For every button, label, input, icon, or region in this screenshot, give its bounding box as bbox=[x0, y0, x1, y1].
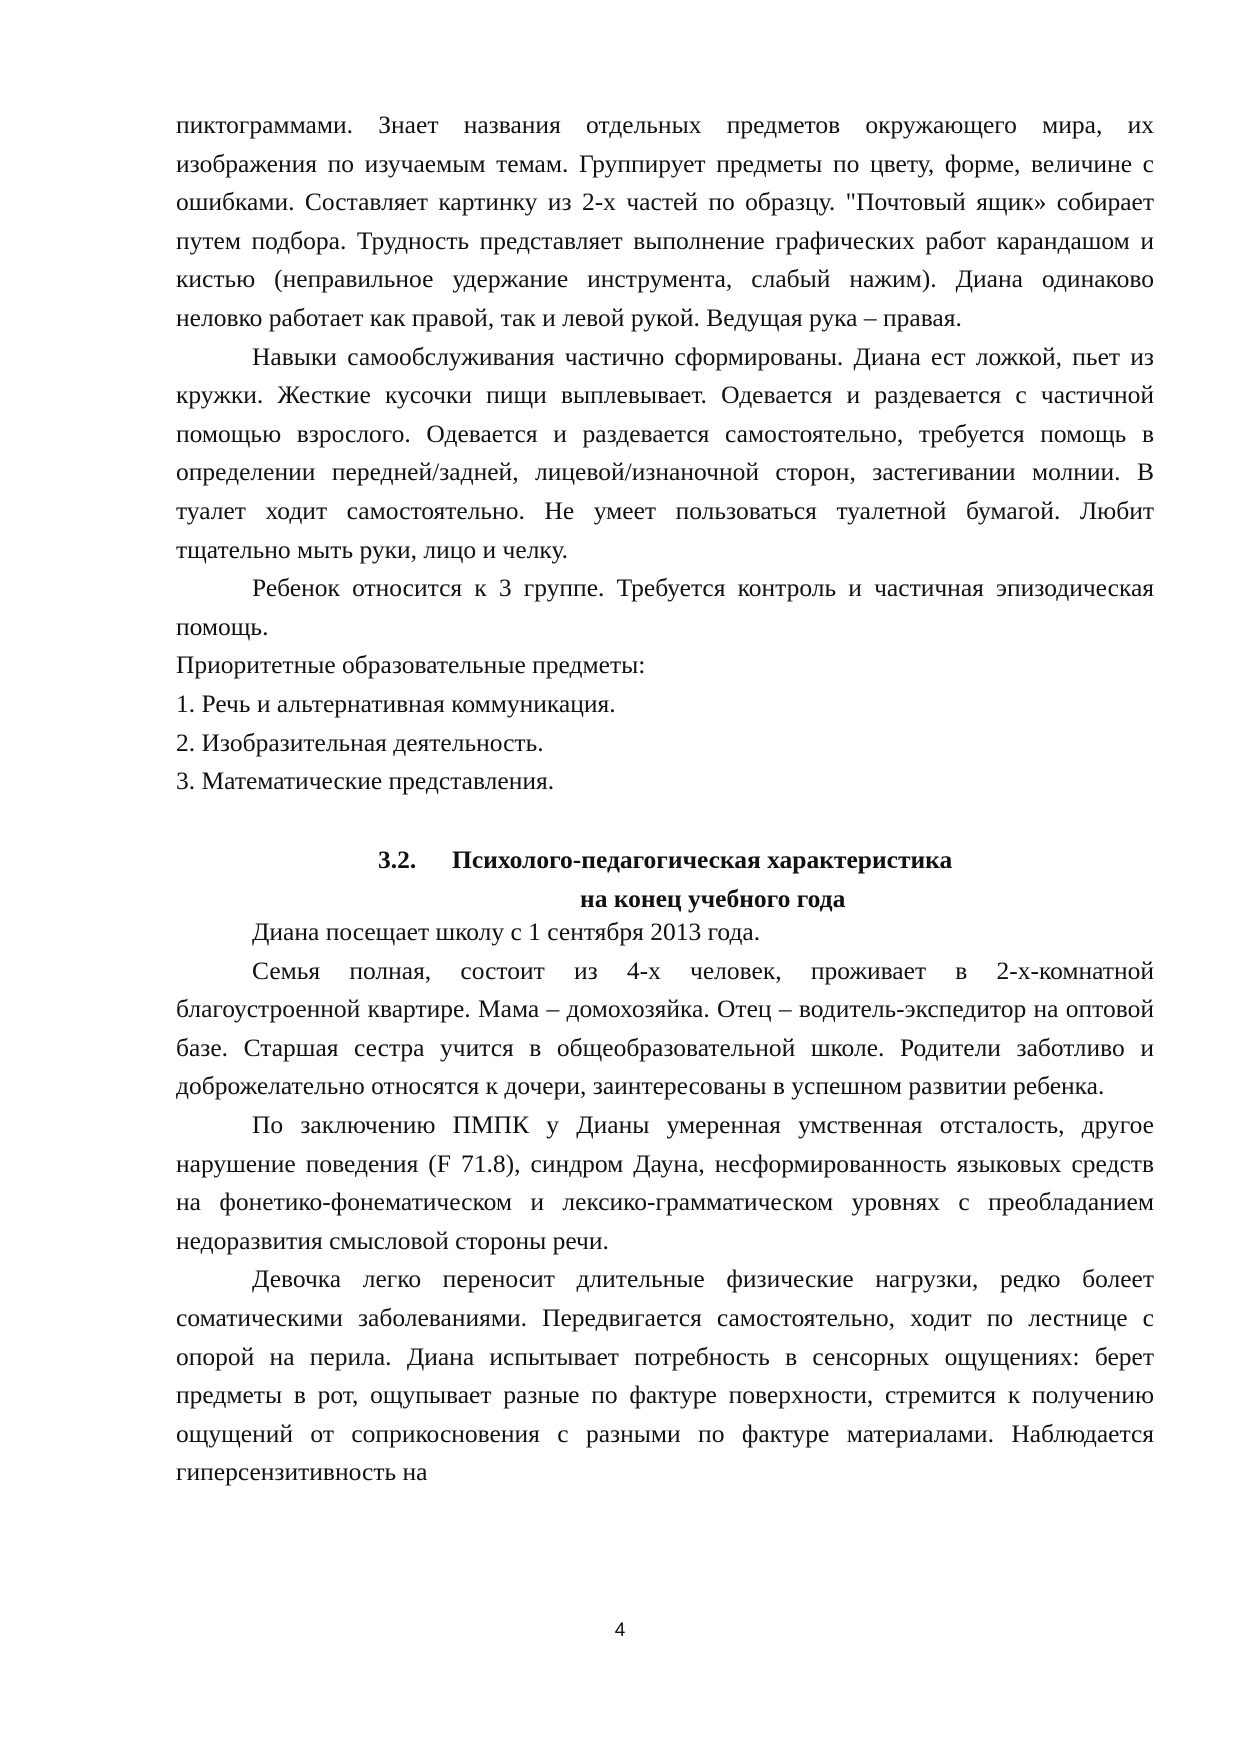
paragraph-physical: Девочка легко переносит длительные физические нагрузки, редко болеет соматическими заболеваниями. Передвигается самостоятельно, ходит по лестнице с опорой на перила. Диана испытывает потребность в сенсорных ощущениях: берет предметы в рот, ощупывает разные по фактуре поверхности, стремится к получению ощущений от соприкосновения с разными по фактуре материалами. Наблюдается гиперсензитивность на bbox=[176, 1264, 1154, 1487]
section-heading-line-1 bbox=[176, 841, 1154, 880]
section-heading-line-2: на конец учебного года bbox=[580, 883, 846, 913]
section-2-body bbox=[176, 913, 1154, 1492]
priority-subjects-title: Приоритетные образовательные предметы: bbox=[176, 650, 646, 680]
paragraph-self-care: Навыки самообслуживания частично сформированы. Диана ест ложкой, пьет из кружки. Жесткие кусочки пищи выплевывает. Одевается и раздевается с частичной помощью взрослого. Одевается и раздевается самостоятельно, требуется помощь в определении передней/задней, лицевой/изнаночной сторон, застегивании молнии. В туалет ходит самостоятельно. Не умеет пользоваться туалетной бумагой. Любит тщательно мыть руки, лицо и челку. bbox=[176, 341, 1154, 564]
page-number: 4 bbox=[614, 1620, 626, 1641]
paragraph-group: Ребенок относится к 3 группе. Требуется контроль и частичная эпизодическая помощь. bbox=[176, 573, 1154, 641]
paragraph-skills: пиктограммами. Знает названия отдельных предметов окружающего мира, их изображения по изучаемым темам. Группирует предметы по цвету, форме, величине с ошибками. Составляет картинку из 2-х частей по образцу. "Почтовый ящик» собирает путем подбора. Трудность представляет выполнение графических работ карандашом и кистью (неправильное удержание инструмента, слабый нажим). Диана одинаково неловко работает как правой, так и левой рукой. Ведущая рука – правая. bbox=[176, 110, 1154, 332]
priority-subject-item: 1. Речь и альтернативная коммуникация. bbox=[176, 688, 616, 718]
section-title: Психолого-педагогическая характеристика bbox=[452, 845, 953, 874]
paragraph-school-start: Диана посещает школу с 1 сентября 2013 года. bbox=[252, 917, 761, 946]
section-heading bbox=[176, 841, 1154, 918]
section-1-body bbox=[176, 106, 1154, 801]
priority-subject-item: 2. Изобразительная деятельность. bbox=[176, 727, 544, 757]
paragraph-family: Семья полная, состоит из 4-х человек, проживает в 2-х-комнатной благоустроенной квартире. Мама – домохозяйка. Отец – водитель-экспедитор на оптовой базе. Старшая сестра учится в общеобразовательной школе. Родители заботливо и доброжелательно относятся к дочери, заинтересованы в успешном развитии ребенка. bbox=[176, 955, 1154, 1101]
priority-subject-item: 3. Математические представления. bbox=[176, 766, 555, 796]
section-number: 3.2. bbox=[378, 845, 417, 874]
paragraph-diagnosis: По заключению ПМПК у Дианы умеренная умственная отсталость, другое нарушение поведения (F 71.8), синдром Дауна, несформированность языковых средств на фонетико-фонематическом и лексико-грамматическом уровнях с преобладанием недоразвития смысловой стороны речи. bbox=[176, 1109, 1154, 1255]
